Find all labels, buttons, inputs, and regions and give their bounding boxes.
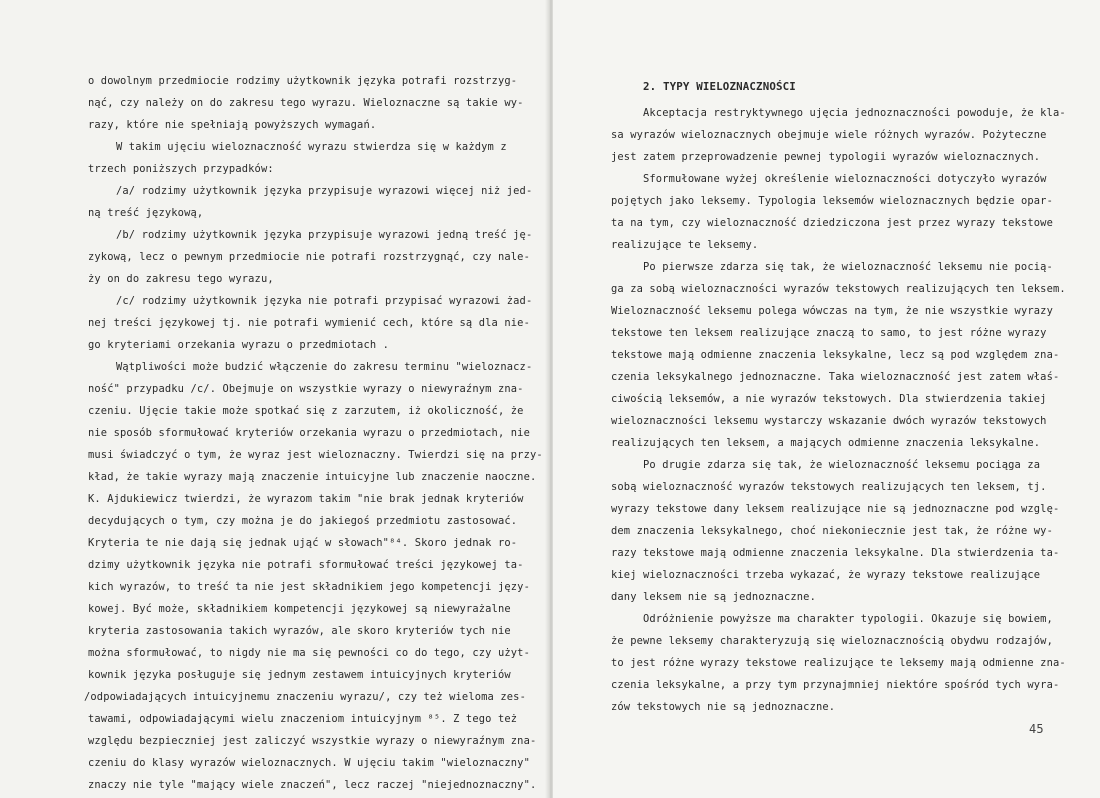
text-line: ga za sobą wieloznaczności wyrazów tekstowych realizujących ten leksem. (611, 283, 1066, 295)
text-line: dzimy użytkownik języka nie potrafi sformułować treści językowej ta- (88, 559, 524, 571)
text-line: /c/ rodzimy użytkownik języka nie potrafi przypisać wyrazowi żad- (116, 295, 533, 307)
text-line: razy, które nie spełniają powyższych wymagań. (88, 119, 377, 131)
text-line: razy tekstowe mają odmienne znaczenia leksykalne. Dla stwierdzenia ta- (611, 547, 1060, 559)
text-line: nąć, czy należy on do zakresu tego wyrazu. Wieloznaczne są takie wy- (88, 97, 524, 109)
text-line: nej treści językowej tj. nie potrafi wymienić cech, które są dla nie- (88, 317, 530, 329)
text-line: względu bezpieczniej jest zaliczyć wszystkie wyrazy o niewyraźnym zna- (88, 735, 537, 747)
text-line: K. Ajdukiewicz twierdzi, że wyrazom takim "nie brak jednak kryteriów (88, 493, 524, 505)
text-line: /b/ rodzimy użytkownik języka przypisuje wyrazowi jedną treść ję- (116, 229, 533, 241)
text-line: czenia leksykalnego jednoznaczne. Taka wieloznaczność jest zatem właś- (611, 371, 1060, 383)
text-line: czenia leksykalne, a przy tym przynajmniej niektóre spośród tych wyra- (611, 679, 1060, 691)
text-line: kryteria zastosowania takich wyrazów, ale skoro kryteriów tych nie (88, 625, 511, 637)
text-line: tekstowe ten leksem realizujące znaczą to samo, to jest różne wyrazy (611, 327, 1047, 339)
text-line: kownik języka posługuje się jednym zestawem intuicyjnych kryteriów (88, 669, 511, 681)
text-line: trzech poniższych przypadków: (88, 163, 274, 175)
text-line: ność" przypadku /c/. Obejmuje on wszystkie wyrazy o niewyraźnym zna- (88, 383, 524, 395)
text-line: ną treść językową, (88, 207, 204, 219)
text-line: kład, że takie wyrazy mają znaczenie intuicyjne lub znaczenie naoczne. (88, 471, 537, 483)
text-line: realizujące te leksemy. (611, 239, 759, 251)
text-line: jest zatem przeprowadzenie pewnej typologii wyrazów wieloznacznych. (611, 151, 1041, 163)
text-line: go kryteriami orzekania wyrazu o przedmiotach . (88, 339, 390, 351)
text-line: o dowolnym przedmiocie rodzimy użytkownik języka potrafi rozstrzyg- (88, 75, 518, 87)
text-line: kich wyrazów, to treść ta nie jest składnikiem jego kompetencji języ- (88, 581, 530, 593)
text-line: czeniu do klasy wyrazów wieloznacznych. W ujęciu takim "wieloznaczny" (88, 757, 530, 769)
text-line: realizujących ten leksem, a mających odmienne znaczenia leksykalne. (611, 437, 1041, 449)
text-line: dem znaczenia leksykalnego, choć niekoniecznie jest tak, że różne wy- (611, 525, 1053, 537)
text-line: zykową, lecz o pewnym przedmiocie nie potrafi rozstrzygnąć, czy nale- (88, 251, 530, 263)
text-line: pojętych jako leksemy. Typologia leksemów wieloznacznych będzie opar- (611, 195, 1053, 207)
text-line: że pewne leksemy charakteryzują się wieloznacznością obydwu rodzajów, (611, 635, 1053, 647)
text-line: W takim ujęciu wieloznaczność wyrazu stwierdza się w każdym z (116, 141, 507, 153)
text-line: wieloznaczności leksemu wystarczy wskazanie dwóch wyrazów tekstowych (611, 415, 1047, 427)
text-line: czeniu. Ujęcie takie może spotkać się z zarzutem, iż okoliczność, że (88, 405, 524, 417)
text-line: Wieloznaczność leksemu polega wówczas na tym, że nie wszystkie wyrazy (611, 305, 1053, 317)
right-page (553, 0, 1100, 798)
text-line: sa wyrazów wieloznacznych obejmuje wiele różnych wyrazów. Pożyteczne (611, 129, 1047, 141)
text-line: Wątpliwości może budzić włączenie do zakresu terminu "wieloznacz- (116, 361, 533, 373)
text-line: tekstowe mają odmienne znaczenia leksykalne, lecz są pod względem zna- (611, 349, 1060, 361)
text-line: można sformułować, to nigdy nie ma się pewności co do tego, czy użyt- (88, 647, 530, 659)
text-line: ta na tym, czy wieloznaczność dziedziczona jest przez wyrazy tekstowe (611, 217, 1053, 229)
text-line: sobą wieloznaczność wyrazów tekstowych realizujących ten leksem, tj. (611, 481, 1047, 493)
text-line: musi świadczyć o tym, że wyraz jest wieloznaczny. Twierdzi się na przy- (88, 449, 543, 461)
left-page (0, 0, 549, 798)
text-line: Odróżnienie powyższe ma charakter typologii. Okazuje się bowiem, (643, 613, 1053, 625)
text-line: /a/ rodzimy użytkownik języka przypisuje wyrazowi więcej niż jed- (116, 185, 533, 197)
text-line: Po pierwsze zdarza się tak, że wieloznaczność leksemu nie pocią- (643, 261, 1053, 273)
text-line: Kryteria te nie dają się jednak ująć w słowach"⁸⁴. Skoro jednak ro- (88, 537, 518, 549)
text-line: kiej wieloznaczności trzeba wykazać, że wyrazy tekstowe realizujące (611, 569, 1041, 581)
text-line: tawami, odpowiadającymi wielu znaczeniom intuicyjnym ⁸⁵. Z tego też (88, 713, 518, 725)
text-line: decydujących o tym, czy można je do jakiegoś przedmiotu zastosować. (88, 515, 518, 527)
section-heading: 2. TYPY WIELOZNACZNOŚCI (643, 80, 796, 93)
text-line: ciwością leksemów, a nie wyrazów tekstowych. Dla stwierdzenia takiej (611, 393, 1047, 405)
text-line: znaczy nie tyle "mający wiele znaczeń", lecz raczej "niejednoznaczny". (88, 779, 537, 791)
text-line: ży on do zakresu tego wyrazu, (88, 273, 274, 285)
text-line: Sformułowane wyżej określenie wieloznaczności dotyczyło wyrazów (643, 173, 1047, 185)
text-line: /odpowiadających intuicyjnemu znaczeniu wyrazu/, czy też wieloma zes- (84, 691, 526, 703)
text-line: zów tekstowych nie są jednoznaczne. (611, 701, 836, 713)
text-line: nie sposób sformułować kryteriów orzekania wyrazu o przedmiotach, nie (88, 427, 530, 439)
text-line: dany leksem nie są jednoznaczne. (611, 591, 816, 603)
text-line: Po drugie zdarza się tak, że wieloznaczność leksemu pociąga za (643, 459, 1041, 471)
text-line: kowej. Być może, składnikiem kompetencji językowej są niewyrażalne (88, 603, 511, 615)
text-line: Akceptacja restryktywnego ujęcia jednoznaczności powoduje, że kla- (643, 107, 1066, 119)
text-line: to jest różne wyrazy tekstowe realizujące te leksemy mają odmienne zna- (611, 657, 1066, 669)
page-number: 45 (1029, 722, 1044, 736)
text-line: wyrazy tekstowe dany leksem realizujące nie są jednoznaczne pod wzglę- (611, 503, 1060, 515)
